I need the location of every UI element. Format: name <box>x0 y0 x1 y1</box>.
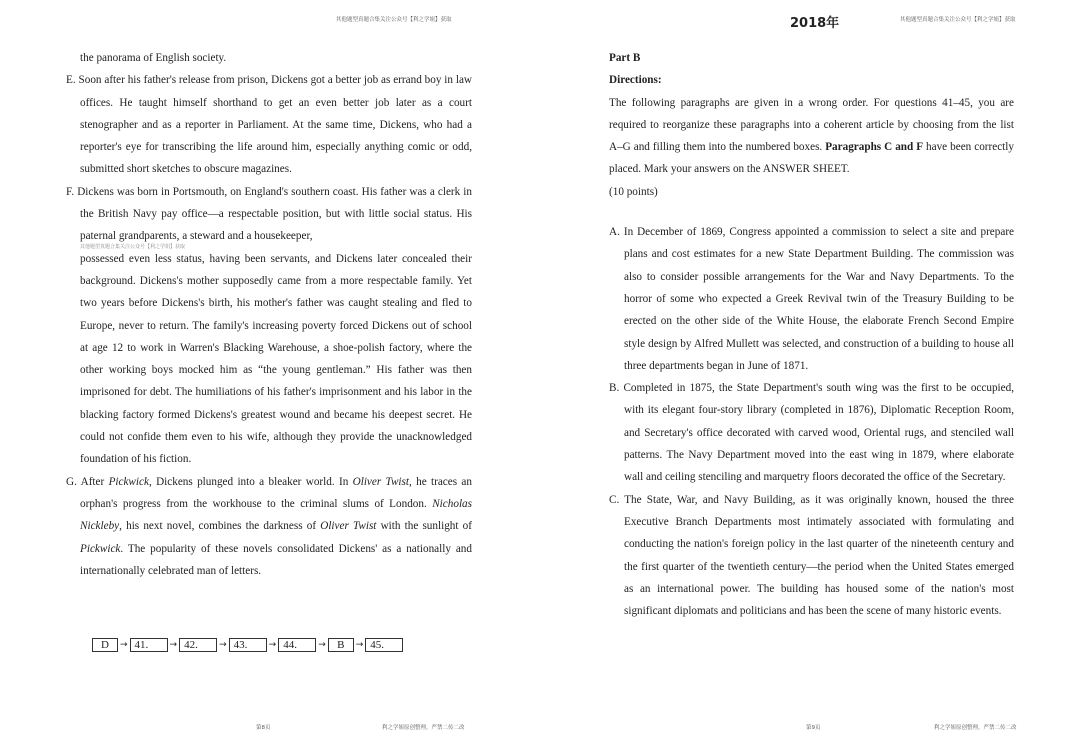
answer-box-41[interactable]: 41. <box>130 638 168 652</box>
paragraph-g-text: , his next novel, combines the darkness of <box>119 520 321 533</box>
arrow-icon: → <box>219 640 227 650</box>
title-oliver-twist: Oliver Twist <box>320 520 377 533</box>
answer-box-43[interactable]: 43. <box>229 638 267 652</box>
answer-box-42[interactable]: 42. <box>179 638 217 652</box>
paragraph-a-text: In December of 1869, Congress appointed a commission to select a site and prepare plans and cost estimates for a new State Department Building. The commission was also to consider possible arrangements for the War and Navy Departments. To the horror of some who expected a Greek Revival twin of the Treasury Building to be erected on the other side of the White House, the elaborate French Second Empire style design by Alfred Mullett was selected, and construction of a building to house all three departments began in June of 1871. <box>623 226 1015 372</box>
paragraph-f-continued: possessed even less status, having been servants, and Dickens later concealed their background. Dickens's mother supposedly came from a more respectable family. Yet two years before Dickens's birth, his mother's father was caught stealing and fled to Europe, never to return. The family's increasing poverty forced Dickens out of school at age 12 to work in Warren's Blacking Warehouse, a shoe-polish factory, where the other working boys mocked him as “the young gentleman.” His father was then imprisoned for debt. The humiliations of his father's imprisonment and his labor in the blacking factory formed Dickens's greatest wound and became his deepest secret. He could not confide them even to his wife, although they provide the unacknowledged foundation of his fiction. <box>80 252 472 466</box>
directions-text-part: have been correctly placed. Mark your answers on the ANSWER SHEET. <box>609 141 1014 176</box>
header-note-left: 其他题型真题合集关注公众号【利之学姐】获取 <box>336 17 452 23</box>
footer-note-right: 利之学姐原创整理，严禁二传二改 <box>934 725 1017 731</box>
arrow-icon: → <box>120 640 128 650</box>
title-nicholas-nickleby: Nicholas Nickleby <box>80 497 472 533</box>
paragraph-g-text: After <box>80 475 109 488</box>
directions-emphasis: Paragraphs C and F <box>825 141 924 154</box>
paragraph-g-text: . The popularity of these novels consolidated Dickens' as a nationally and internationally celebrated man of letters. <box>80 542 472 577</box>
paragraph-g-text: , he traces an orphan's progress from the workhouse to the criminal slums of London. <box>80 475 472 510</box>
title-oliver-twist: Oliver Twist <box>352 475 409 488</box>
paragraph-a-letter: A. <box>609 226 620 239</box>
page-year: 2018年 <box>790 16 840 31</box>
directions-text-part: The following paragraphs are given in a wrong order. For questions 41–45, you are required to reorganize these paragraphs into a coherent article by choosing from the list A–G and filling them into the numbered boxes. <box>609 96 1014 154</box>
arrow-icon: → <box>268 640 277 650</box>
paragraph-g <box>66 471 472 582</box>
arrow-icon: → <box>355 640 364 650</box>
paragraph-a <box>609 221 1014 377</box>
paragraph-f <box>66 181 472 248</box>
paragraph-g-text: with the sunlight of <box>376 520 472 533</box>
paragraph-c <box>609 489 1014 623</box>
paragraph-b-letter: B. <box>609 382 620 395</box>
paragraph-f-letter: F. <box>66 185 75 198</box>
paragraph-f-text-1: Dickens was born in Portsmouth, on England's southern coast. His father was a clerk in the British Navy pay office—a respectable position, but with little social status. His paternal grandparents, a steward and a housekeeper, <box>77 185 472 243</box>
spacer <box>609 203 1014 221</box>
left-column <box>66 47 472 582</box>
header-note-right: 其他题型真题合集关注公众号【利之学姐】获取 <box>900 17 1016 23</box>
footer-page-left: 第8页 <box>256 725 271 731</box>
points-note: (10 points) <box>609 185 658 198</box>
sequence-box-d: D <box>92 638 118 652</box>
footer-page-right: 第9页 <box>806 725 821 731</box>
arrow-icon: → <box>169 640 178 650</box>
title-pickwick: Pickwick <box>108 475 149 488</box>
paragraph-c-text: The State, War, and Navy Building, as it was originally known, housed the three Executive Branch Departments most intimately associated with formulating and conducting the nation's foreign policy in the last quarter of the nineteenth century and the first quarter of the twentieth century—the period when the United States emerged as an international power. The building has housed some of the nation's most significant diplomats and politicians and has been the scene of many historic events. <box>624 493 1014 618</box>
paragraph-g-letter: G. <box>66 475 77 488</box>
watermark: 其他题型真题合集关注公众号【利之学姐】获取 <box>80 243 186 250</box>
answer-box-44[interactable]: 44. <box>278 638 316 652</box>
answer-sequence <box>92 638 403 652</box>
paragraph-b-text: Completed in 1875, the State Department's south wing was the first to be occupied, with its elegant four-story library (completed in 1876), Diplomatic Reception Room, and Secretary's office decorated with carved wood, Oriental rugs, and stenciled wall patterns. The Navy Department moved into the east wing in 1879, where elaborate wall and ceiling stenciling and marquetry floors decorated the office of the Secretary. <box>623 382 1014 484</box>
part-heading: Part B <box>609 52 641 64</box>
right-column <box>609 47 1014 622</box>
paragraph-b <box>609 377 1014 488</box>
title-pickwick: Pickwick <box>80 542 121 555</box>
intro-line: the panorama of English society. <box>80 52 227 64</box>
paragraph-c-letter: C. <box>609 493 620 506</box>
answer-box-45[interactable]: 45. <box>365 638 403 652</box>
sequence-box-b: B <box>328 638 354 652</box>
paragraph-e <box>66 69 472 180</box>
directions-text <box>609 92 1014 181</box>
arrow-icon: → <box>318 640 326 650</box>
directions-label: Directions: <box>609 74 662 87</box>
paragraph-g-text: , Dickens plunged into a bleaker world. In <box>148 475 353 488</box>
paragraph-e-letter: E. <box>66 74 76 87</box>
paragraph-e-text: Soon after his father's release from prison, Dickens got a better job as errand boy in law offices. He taught himself shorthand to get an even better job later as a court stenographer and as a reporter in Parliament. At the same time, Dickens, who had a reporter's eye for transcribing the life around him, especially anything comic or odd, submitted short sketches to obscure magazines. <box>78 74 472 176</box>
footer-note-left: 利之学姐原创整理，严禁二传二改 <box>382 725 465 731</box>
